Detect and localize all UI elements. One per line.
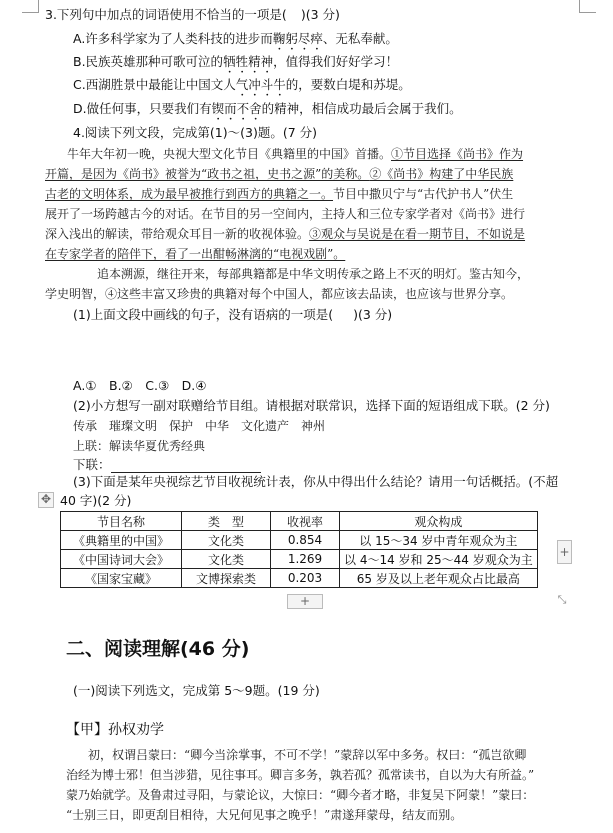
q3-option-c: C.西湖胜景中最能让中国文人气冲斗牛的，要数白堤和苏堤。 [73,77,411,92]
table-header: 收视率 [271,512,340,531]
text-a-title: 【甲】孙权劝学 [66,722,164,738]
passage-line-7: 追本溯源，继往开来，每部典籍都是中华文明传承之路上不灭的明灯。鉴古知今， [97,267,530,281]
classical-line-4: “士别三日，即更刮目相待，大兄何见事之晚乎！”肃遂拜蒙母，结友而别。 [66,808,463,822]
table-cell: 《中国诗词大会》 [61,550,182,569]
q4-sub2-lower-couplet: 下联： [73,457,261,473]
table-cell: 《典籍里的中国》 [61,531,182,550]
q3-option-d: D.做任何事，只要我们有锲而不舍的精神，相信成功最后会属于我们。 [73,101,462,116]
table-cell: 65 岁及以上老年观众占比最高 [340,569,538,588]
q3-stem: 3.下列句中加点的词语使用不恰当的一项是( )(3 分) [45,7,340,22]
table-header: 类 型 [182,512,271,531]
table-cell: 以 15～34 岁中青年观众为主 [340,531,538,550]
table-row [61,531,538,550]
q3-option-a: A.许多科学家为了人类科技的进步而鞠躬尽瘁、无私奉献。 [73,31,398,46]
page-corner-mark-left [22,0,39,13]
section-heading: 二、阅读理解(46 分) [66,638,250,660]
q4-sub2-upper-couplet: 上联：解读华夏优秀经典 [73,439,206,453]
table-row [61,550,538,569]
ratings-table [60,511,538,588]
table-move-handle-icon[interactable]: ✥ [38,492,54,508]
table-cell: 0.854 [271,531,340,550]
add-row-button[interactable]: + [287,594,323,609]
table-cell: 文博探索类 [182,569,271,588]
passage-line-3: 古老的文明体系，成为最早被推行到西方的典籍之一。节目中撒贝宁与“古代护书人”伏生 [45,187,514,201]
classical-line-3: 蒙乃始就学。及鲁肃过寻阳，与蒙论议，大惊曰：“卿今者才略，非复吴下阿蒙！”蒙曰： [66,788,535,802]
table-header: 节目名称 [61,512,182,531]
passage-line-5: 深入浅出的解读，带给观众耳目一新的收视体验。③观众与吴说是在看一期节目，不如说是 [45,227,526,241]
page-corner-mark-right [579,0,596,13]
q3-option-b: B.民族英雄那种可歌可泣的牺牲精神，值得我们好好学习！ [73,54,399,69]
table-row [61,569,538,588]
q4-sub3-stem: (3)下面是某年央视综艺节目收视统计表，你从中得出什么结论？请用一句话概括。(不超 [73,474,559,489]
section-subheading: (一)阅读下列选文，完成第 5～9题。(19 分) [73,683,320,698]
table-header-row [61,512,538,531]
add-column-button[interactable]: + [557,540,572,564]
table-resize-icon[interactable]: ⤡ [557,593,567,606]
passage-line-6: 在专家学者的陪伴下，看了一出酣畅淋漓的“电视戏剧”。 [45,247,346,261]
table-header: 观众构成 [340,512,538,531]
table-cell: 文化类 [182,550,271,569]
answer-blank[interactable] [111,460,261,473]
classical-line-1: 初，权谓吕蒙曰：“卿今当涂掌事，不可不学！”蒙辞以军中多务。权曰：“孤岂欲卿 [88,748,527,762]
passage-line-2: 开篇，是因为《尚书》被誉为“政书之祖，史书之源”的美称。②《尚书》构建了中华民族 [45,167,514,181]
table-cell: 《国家宝藏》 [61,569,182,588]
q4-sub2-stem: (2)小方想写一副对联赠给节目组。请根据对联常识，选择下面的短语组成下联。(2 分) [73,398,550,413]
q4-sub2-phrases: 传承 璀璨文明 保护 中华 文化遗产 神州 [73,419,326,433]
q4-sub3-stem-cont: 40 字)(2 分) [60,493,132,508]
classical-line-2: 治经为博士邪！但当涉猎，见往事耳。卿言多务，孰若孤？孤常读书，自以为大有所益。” [66,768,535,782]
table-cell: 文化类 [182,531,271,550]
passage-line-1: 牛年大年初一晚，央视大型文化节目《典籍里的中国》首播。①节目选择《尚书》作为 [67,147,524,161]
passage-line-4: 展开了一场跨越古今的对话。在节目的另一空间内，主持人和三位专家学者对《尚书》进行 [45,207,526,221]
table-cell: 1.269 [271,550,340,569]
table-cell: 以 4～14 岁和 25～44 岁观众为主 [340,550,538,569]
q4-stem: 4.阅读下列文段，完成第(1)～(3)题。(7 分) [73,125,318,140]
passage-line-8: 学史明智，④这些丰富又珍贵的典籍对每个中国人，都应该去品读，也应该与世界分享。 [45,287,514,301]
q4-sub1-options: A.① B.② C.③ D.④ [73,378,207,393]
q4-sub1-stem: (1)上面文段中画线的句子，没有语病的一项是( )(3 分) [73,307,393,322]
table-cell: 0.203 [271,569,340,588]
